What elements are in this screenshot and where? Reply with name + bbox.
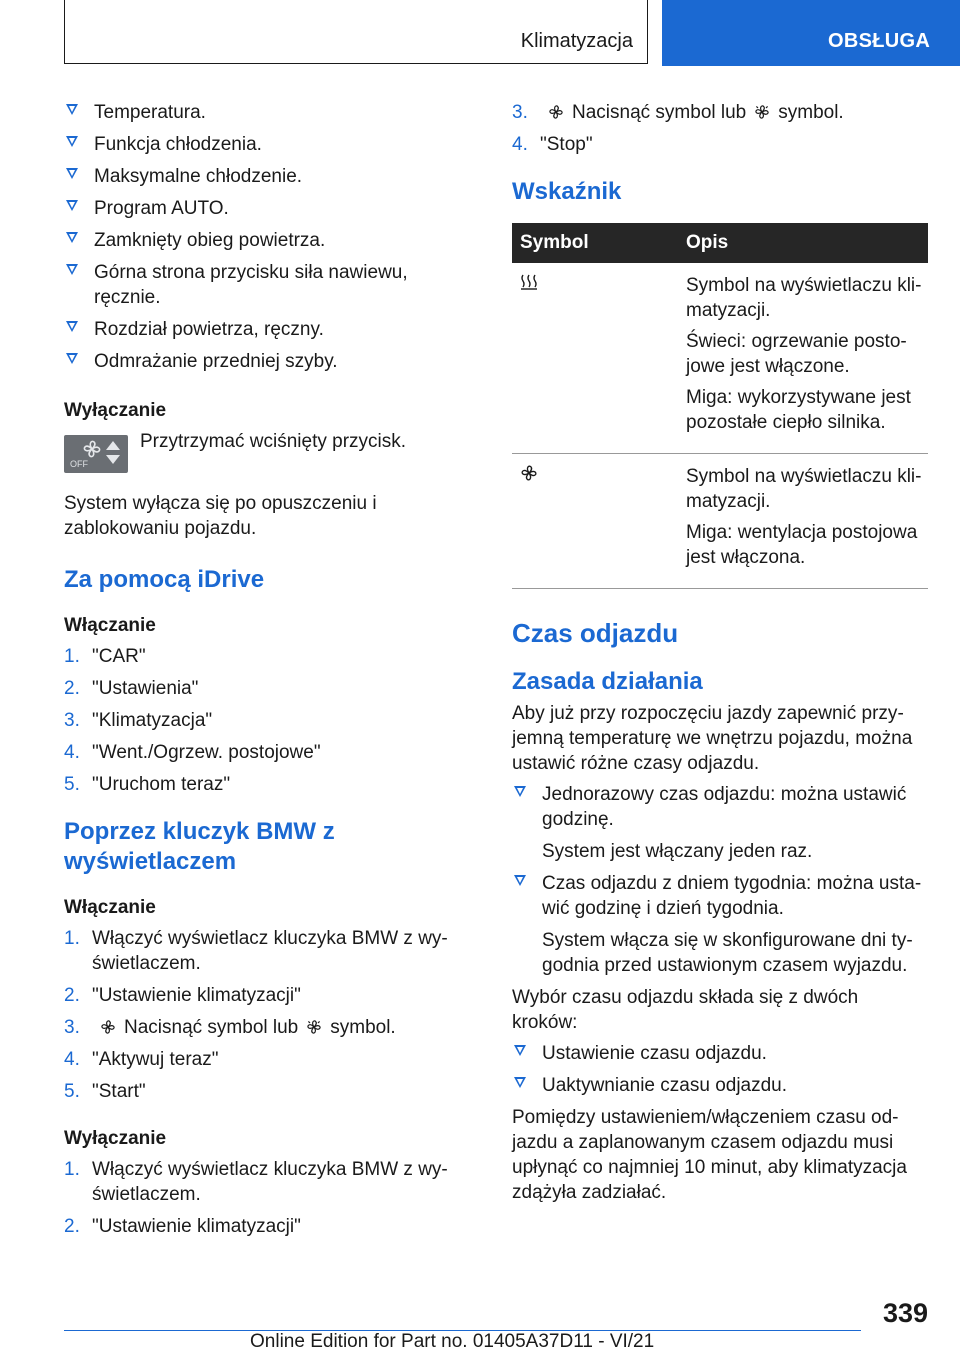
triangle-bullet-icon bbox=[66, 232, 78, 243]
arrow-up-icon bbox=[106, 441, 120, 450]
list-item: Temperatura. bbox=[64, 100, 476, 125]
table-header-description: Opis bbox=[678, 223, 928, 263]
triangle-bullet-icon bbox=[66, 200, 78, 211]
triangle-bullet-icon bbox=[66, 321, 78, 332]
off-instruction: Przytrzymać wciśnięty przycisk. bbox=[140, 431, 407, 452]
idrive-heading: Za pomocą iDrive bbox=[64, 566, 265, 593]
list-item: Ustawienie czasu odjazdu. bbox=[512, 1041, 928, 1066]
off-label: OFF bbox=[70, 459, 88, 469]
edition-text: Online Edition for Part no. 01405A37D11 - VI/21 bbox=[250, 1331, 655, 1352]
table-cell-symbol bbox=[512, 263, 678, 454]
section-title: Klimatyzacja bbox=[520, 30, 633, 52]
step-item: 4. "Went./Ogrzew. postojowe" bbox=[64, 742, 321, 763]
idrive-on-heading: Włączanie bbox=[64, 615, 156, 636]
steps-intro: Wybór czasu odjazdu składa się z dwóch kroków: bbox=[512, 987, 859, 1033]
triangle-bullet-icon bbox=[66, 168, 78, 179]
step-item: 2. "Ustawienie klimatyzacji" bbox=[64, 1216, 301, 1237]
triangle-bullet-icon bbox=[514, 786, 526, 797]
list-item: Funkcja chłodzenia. bbox=[64, 132, 476, 157]
triangle-bullet-icon bbox=[66, 264, 78, 275]
fan-icon bbox=[520, 464, 538, 482]
step-item: 2. "Ustawienia" bbox=[64, 678, 199, 699]
key-heading: Poprzez kluczyk BMW z wyświetlaczem bbox=[64, 818, 335, 875]
key-on-steps bbox=[64, 926, 476, 1104]
fan-icon bbox=[82, 439, 102, 459]
table-row bbox=[512, 454, 928, 589]
list-item: Maksymalne chłodzenie. bbox=[64, 164, 476, 189]
triangle-bullet-icon bbox=[514, 1077, 526, 1088]
list-item: Górna strona przycisku siła nawiewu, ręcznie. bbox=[64, 260, 476, 310]
table-cell-symbol bbox=[512, 454, 678, 589]
left-column bbox=[64, 100, 476, 1246]
table-row bbox=[512, 263, 928, 454]
right-column bbox=[512, 100, 928, 1205]
triangle-bullet-icon bbox=[514, 875, 526, 886]
fan-active-icon bbox=[306, 1019, 322, 1035]
triangle-bullet-icon bbox=[514, 1045, 526, 1056]
app-off-steps bbox=[512, 100, 928, 157]
list-item: Program AUTO. bbox=[64, 196, 476, 221]
function-list bbox=[64, 100, 476, 374]
step-item: 1. Włączyć wyświetlacz kluczyka BMW z wyświetlaczem. bbox=[64, 1159, 448, 1205]
header-section-box bbox=[64, 0, 648, 64]
triangle-bullet-icon bbox=[66, 353, 78, 364]
list-item: Czas odjazdu z dniem tygodnia: można ustawić godzinę i dzień tygodnia. System włącza się w skonfigurowane dni tygodnia przed ustawionym czasem wyjazdu. bbox=[512, 871, 928, 978]
table-cell-description: Symbol na wyświetlaczu klimatyzacji. Świeci: ogrzewanie postojowe jest włączone. Miga: wykorzystywane jest pozostałe ciepło silnika. bbox=[678, 263, 928, 454]
off-button-row bbox=[64, 429, 476, 473]
idrive-steps bbox=[64, 644, 476, 797]
off-button-image bbox=[64, 435, 128, 473]
fan-icon bbox=[548, 104, 564, 120]
off-note: System wyłącza się po opuszczeniu i zablokowaniu pojazdu. bbox=[64, 493, 377, 539]
chapter-tab: OBSŁUGA bbox=[662, 0, 960, 66]
key-off-heading: Wyłączanie bbox=[64, 1128, 167, 1149]
step-item: 1. "CAR" bbox=[64, 646, 146, 667]
list-item: Odmrażanie przedniej szyby. bbox=[64, 349, 476, 374]
step-item: 3. "Klimatyzacja" bbox=[64, 710, 213, 731]
list-item: Jednorazowy czas odjazdu: można ustawić godzinę. System jest włączany jeden raz. bbox=[512, 782, 928, 864]
list-item: Uaktywnianie czasu odjazdu. bbox=[512, 1073, 928, 1098]
fan-icon bbox=[100, 1019, 116, 1035]
key-on-heading: Włączanie bbox=[64, 897, 156, 918]
triangle-bullet-icon bbox=[66, 136, 78, 147]
step-item: 1. Włączyć wyświetlacz kluczyka BMW z wyświetlaczem. bbox=[64, 928, 448, 974]
step-item: 3. Nacisnąć symbol lub symbol. bbox=[512, 102, 844, 123]
page-number: 339 bbox=[882, 1298, 928, 1328]
arrow-down-icon bbox=[106, 455, 120, 464]
table-cell-description: Symbol na wyświetlaczu klimatyzacji. Miga: wentylacja postojowa jest włączona. bbox=[678, 454, 928, 589]
triangle-bullet-icon bbox=[66, 104, 78, 115]
principle-text: Aby już przy rozpoczęciu jazdy zapewnić przyjemną temperaturę we wnętrzu pojazdu, można ustawić różne czasy odjazdu. bbox=[512, 703, 913, 774]
table-header-symbol: Symbol bbox=[512, 223, 678, 263]
step-item: 3. Nacisnąć symbol lub symbol. bbox=[64, 1017, 396, 1038]
indicator-heading: Wskaźnik bbox=[512, 178, 622, 205]
step-item: 4. "Aktywuj teraz" bbox=[64, 1049, 219, 1070]
step-item: 5. "Uruchom teraz" bbox=[64, 774, 231, 795]
principle-heading: Zasada działania bbox=[512, 668, 703, 695]
list-item: Rozdział powietrza, ręczny. bbox=[64, 317, 476, 342]
departure-type-list bbox=[512, 782, 928, 978]
departure-heading: Czas odjazdu bbox=[512, 618, 679, 648]
list-item: Zamknięty obieg powietrza. bbox=[64, 228, 476, 253]
step-item: 5. "Start" bbox=[64, 1081, 146, 1102]
step-item: 4. "Stop" bbox=[512, 134, 593, 155]
indicator-table bbox=[512, 223, 928, 589]
fan-active-icon bbox=[754, 104, 770, 120]
off-heading: Wyłączanie bbox=[64, 400, 167, 421]
key-off-steps bbox=[64, 1157, 476, 1239]
heating-icon bbox=[520, 273, 538, 291]
step-item: 2. "Ustawienie klimatyzacji" bbox=[64, 985, 301, 1006]
closing-text: Pomiędzy ustawieniem/włączeniem czasu odjazdu a zaplanowanym czasem odjazdu musi upłynąć co najmniej 10 minut, aby klimatyzacja zdążyła zadziałać. bbox=[512, 1107, 907, 1203]
two-step-list bbox=[512, 1041, 928, 1098]
